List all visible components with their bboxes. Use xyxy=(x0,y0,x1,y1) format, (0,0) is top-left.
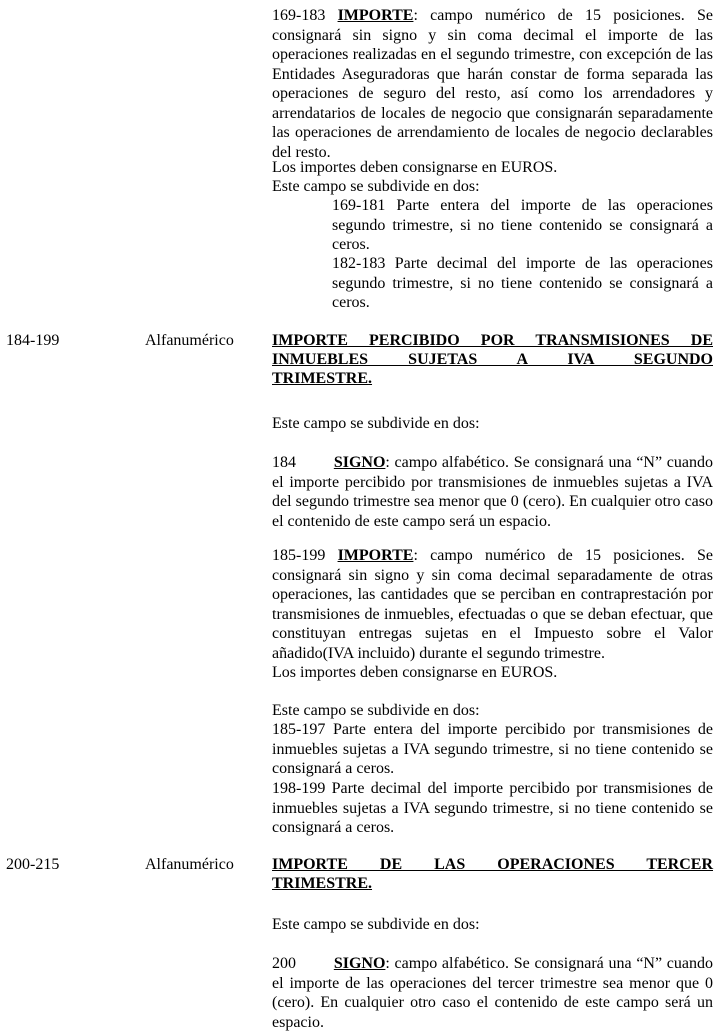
signo-200-paragraph: 200 SIGNO: campo alfabético. Se consignará una “N” cuando el importe de las operaciones del tercer trimestre sea menor que 0 (cero). En cualquier otro caso el contenido de este campo será un espacio. xyxy=(272,955,714,1031)
importe-field-label: IMPORTE xyxy=(337,547,414,564)
sub-field-198-199: 198-199 Parte decimal del importe percibido por transmisiones de inmuebles sujetas a IVA segundo trimestre, si no tiene contenido se consignará a ceros. xyxy=(272,780,713,836)
euros-note: Los importes deben consignarse en EUROS. xyxy=(272,159,558,176)
subdivide-note: Este campo se subdivide en dos: xyxy=(272,702,480,719)
sub-field-169-181: 169-181 Parte entera del importe de las operaciones segundo trimestre, si no tiene contenido se consignará a ceros. xyxy=(332,197,713,253)
importe-field-label: IMPORTE xyxy=(337,7,414,24)
field-position-200-215: 200-215 xyxy=(6,856,60,873)
signo-184-paragraph: 184 SIGNO: campo alfabético. Se consignará una “N” cuando el importe percibido por transmisiones de inmuebles sujetas a IVA del segundo trimestre sea menor que 0 (cero). En cualquier otro caso el contenido de este campo será un espacio. xyxy=(272,454,714,530)
signo-field-label: SIGNO xyxy=(333,454,386,471)
sub-field-182-183: 182-183 Parte decimal del importe de las operaciones segundo trimestre, si no tiene contenido se consignará a ceros. xyxy=(332,255,713,311)
section-title-184-199: IMPORTE PERCIBIDO POR TRANSMISIONES DE INMUEBLES SUJETAS A IVA SEGUNDO TRIMESTRE. xyxy=(272,332,713,387)
importe-185-199-paragraph: 185-199 IMPORTE: campo numérico de 15 posiciones. Se consignará sin signo y sin coma decimal separadamente de otras operaciones, las cantidades que se perciban en contraprestación por transmisiones de inmuebles, efectuadas o que se deban efectuar, que constituyan entregas sujetas en el Impuesto sobre el Valor añadido(IVA incluido) durante el segundo trimestre. xyxy=(272,547,713,662)
field-position-184-199: 184-199 xyxy=(6,332,60,349)
subdivide-intro: Este campo se subdivide en dos: xyxy=(272,916,480,933)
field-type: Alfanumérico xyxy=(145,856,234,873)
sub-field-185-197: 185-197 Parte entera del importe percibido por transmisiones de inmuebles sujetas a IVA segundo trimestre, si no tiene contenido se consignará a ceros. xyxy=(272,721,713,777)
signo-field-label: SIGNO xyxy=(333,955,386,972)
importe-169-183-paragraph: 169-183 IMPORTE: campo numérico de 15 posiciones. Se consignará sin signo y sin coma decimal el importe de las operaciones realizadas en el segundo trimestre, con excepción de las Entidades Aseguradoras que harán constar de forma separada las operaciones de seguro del resto, así como los arrendadores y arrendatarios de locales de negocio que consignarán separadamente las operaciones de arrendamiento de locales de negocio declarables del resto. xyxy=(272,7,713,161)
section-title-200-215: IMPORTE DE LAS OPERACIONES TERCER TRIMESTRE. xyxy=(272,856,713,892)
euros-note: Los importes deben consignarse en EUROS. xyxy=(272,664,558,681)
field-type: Alfanumérico xyxy=(145,332,234,349)
subdivide-note: Este campo se subdivide en dos: xyxy=(272,178,480,195)
subdivide-intro: Este campo se subdivide en dos: xyxy=(272,415,480,432)
